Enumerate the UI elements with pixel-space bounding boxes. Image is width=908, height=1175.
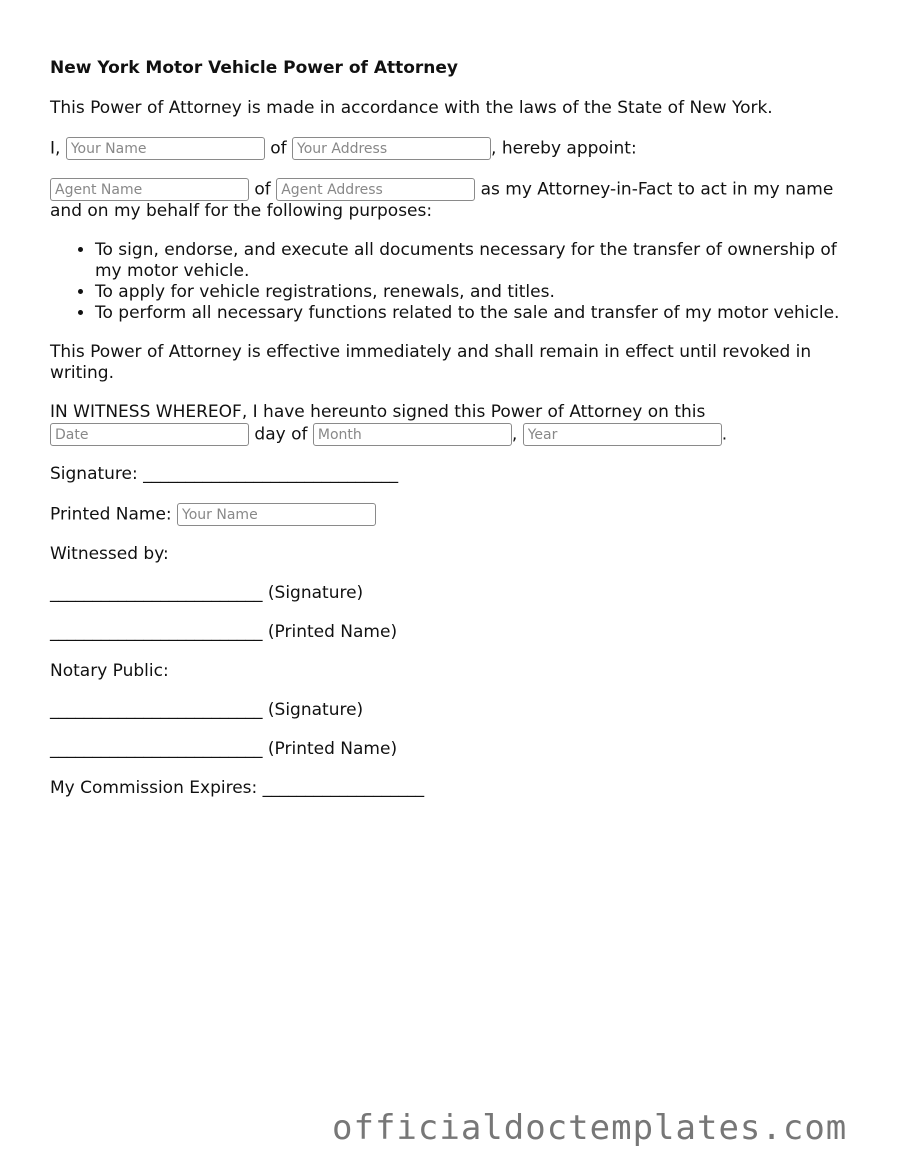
effective-paragraph: This Power of Attorney is effective immediately and shall remain in effect until revoked in writing.: [50, 342, 812, 383]
list-item: • To apply for vehicle registrations, renewals, and titles.: [95, 282, 858, 303]
watermark: officialdoctemplates.com: [332, 1108, 848, 1148]
witness-clause-text: IN WITNESS WHEREOF, I have hereunto signed this Power of Attorney on this: [50, 402, 706, 422]
appoint-text: , hereby appoint:: [491, 138, 637, 159]
period: .: [721, 424, 728, 445]
printed-name-input[interactable]: [177, 503, 376, 526]
year-input[interactable]: [523, 423, 722, 446]
witness-printed-name-line: _________________________ (Printed Name): [50, 622, 398, 642]
notary-public-heading: Notary Public:: [50, 661, 169, 681]
of-label: of: [254, 179, 271, 200]
purposes-list: [50, 240, 858, 324]
attorney-in-fact-text: as my Attorney-in-Fact to act in my name and on my behalf for the following purposes:: [50, 179, 834, 221]
of-label: of: [270, 138, 287, 159]
your-name-input[interactable]: [66, 137, 265, 160]
witness-signature-line: _________________________ (Signature): [50, 583, 364, 603]
intro-paragraph: This Power of Attorney is made in accordance with the laws of the State of New York.: [50, 98, 773, 118]
list-item: • To perform all necessary functions related to the sale and transfer of my motor vehicle.: [95, 303, 858, 324]
month-input[interactable]: [313, 423, 512, 446]
witnessed-by-heading: Witnessed by:: [50, 544, 169, 564]
principal-prefix: I,: [50, 138, 61, 159]
your-address-input[interactable]: [292, 137, 491, 160]
signature-line: Signature: ______________________________: [50, 464, 399, 484]
notary-signature-line: _________________________ (Signature): [50, 700, 364, 720]
notary-printed-name-line: _________________________ (Printed Name): [50, 739, 398, 759]
agent-name-input[interactable]: [50, 178, 249, 201]
agent-line: [50, 178, 858, 222]
witness-clause: [50, 402, 858, 446]
printed-name-label: Printed Name:: [50, 504, 172, 525]
agent-address-input[interactable]: [276, 178, 475, 201]
commission-expires-line: My Commission Expires: ___________________: [50, 778, 425, 798]
document-title: New York Motor Vehicle Power of Attorney: [50, 58, 459, 78]
document-page: [50, 56, 858, 817]
printed-name-line: [50, 503, 858, 526]
comma: ,: [511, 424, 518, 445]
date-input[interactable]: [50, 423, 249, 446]
day-of-label: day of: [254, 424, 308, 445]
list-item: • To sign, endorse, and execute all documents necessary for the transfer of ownership of my motor vehicle.: [95, 240, 858, 282]
principal-line: [50, 137, 858, 160]
